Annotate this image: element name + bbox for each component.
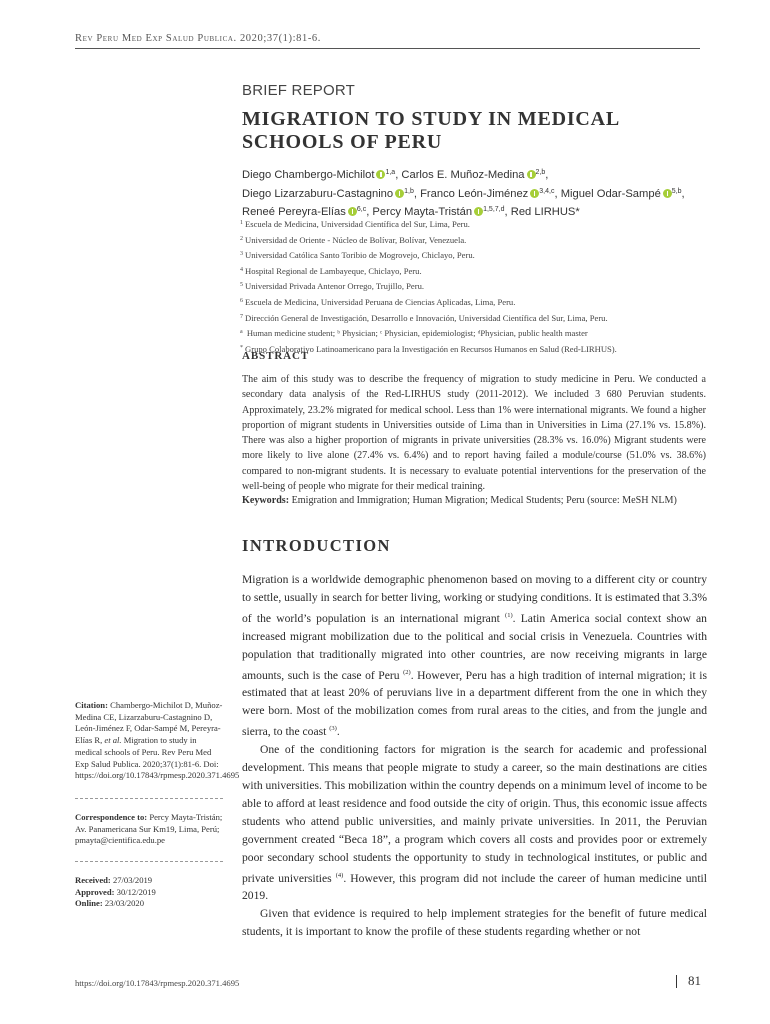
affiliation-item [240, 232, 710, 248]
correspondence-label: Correspondence to: [75, 812, 148, 822]
article-type: BRIEF REPORT [242, 82, 355, 99]
keywords [242, 493, 706, 508]
footer-doi-link[interactable]: https://doi.org/10.17843/rpmesp.2020.371.4695 [75, 978, 240, 988]
author-affiliation-marks: 3,4,c [539, 187, 555, 195]
abstract-heading: ABSTRACT [242, 350, 310, 362]
citation-ref[interactable]: (2) [403, 668, 411, 676]
affiliation-item [240, 216, 710, 232]
author-separator: , [395, 169, 402, 181]
intro-paragraph-3: Given that evidence is required to help implement strategies for the benefit of future medical students, it is important to know the profile of these students regarding whether or not [242, 907, 707, 939]
affiliation-text: Escuela de Medicina, Universidad Científica del Sur, Lima, Peru. [245, 219, 470, 229]
author-name: Red LIRHUS* [510, 206, 580, 219]
running-header: Rev Peru Med Exp Salud Publica. 2020;37(1):81-6. [75, 33, 322, 44]
author-name: Diego Lizarzaburu-Castagnino [242, 187, 394, 200]
received-date: 27/03/2019 [112, 875, 153, 885]
affiliation-text: Hospital Regional de Lambayeque, Chiclayo, Peru. [245, 265, 422, 276]
sidebar-divider [75, 798, 223, 799]
author-affiliation-marks: 2,b [535, 169, 546, 176]
affiliation-item [240, 294, 710, 310]
affiliation-mark: * [240, 344, 243, 351]
intro-paragraph-1: Migration is a worldwide demographic phenomenon based on moving to a different city or country to settle, usually in search for better living, working or studying conditions. It is estimated that 3.3% of the world’s population is an international migrant $^{(1)}$. Latin America social context show an increased migrant mobilization due to the political and social crisis in Venezuela. Countries with population that traditionally migrated into other countries, are now receiving migrants in large amounts, such is the case of Peru $^{(2)}$. However, Peru has a high tradition of internal migration; it is estimated that at least 20% of peruvians live in a department different from the one in which they were born. Most of the mobilization comes from rural areas to the cities, and from the jungle and sierra, to the coast $^{(3)}$. [242, 573, 707, 739]
author-name: Percy Mayta-Tristán [372, 206, 473, 219]
orcid-icon[interactable] [395, 189, 404, 198]
keywords-text: Emigration and Immigration; Human Migration; Medical Students; Peru (source: MeSH NLM) [291, 495, 677, 506]
affiliations [240, 216, 710, 356]
affiliation-text: Universidad Privada Antenor Orrego, Trujillo, Peru. [245, 281, 425, 292]
author-separator: , [366, 206, 373, 219]
orcid-icon[interactable] [530, 189, 539, 198]
affiliation-text: Universidad de Oriente - Núcleo de Bolívar, Bolívar, Venezuela. [245, 234, 467, 245]
intro-paragraph-2: One of the conditioning factors for migration is the search for academic and professional development. This means that people migrate to study a career, so the main destinations are cities with universities. This mobilization within the country depends on a minimum level of income to be able to afford at least residence and food outside the city of origin. Thus, this economic issue affects students who attend public universities, and mainly private universities. In 2011, the Peruvian government created “Beca 18”, a program which covers all costs and provides poor or extremely poor secondary school students the opportunity to study in technological institutes, or public and private universities $^{(4)}$. However, this program did not include the career of human medicine until 2019. [242, 743, 707, 903]
author-affiliation-marks: 1,b [404, 187, 414, 195]
affiliation-mark: 4 [240, 266, 243, 273]
author-name: Miguel Odar-Sampé [560, 187, 661, 200]
affiliation-item [240, 310, 710, 326]
affiliation-item [240, 341, 710, 357]
affiliation-mark: 2 [240, 235, 243, 242]
affiliation-item [240, 278, 710, 294]
sidebar-divider [75, 861, 223, 862]
author-name: Diego Chambergo-Michilot [242, 169, 375, 181]
affiliation-mark: 5 [240, 282, 243, 289]
footer-divider [676, 975, 677, 988]
affiliation-text: Human medicine student; ᵇ Physician; ᶜ Physician, epidemiologist; ᵈPhysician, public health master [244, 328, 588, 339]
orcid-icon[interactable] [376, 170, 385, 179]
author-affiliation-marks: 5,b [671, 187, 682, 195]
affiliation-text: Grupo Colaborativo Latinoamericano para la Investigación en Recursos Humanos en Salud (Red-LIRHUS). [245, 343, 617, 354]
author-affiliation-marks: 1,a [385, 169, 396, 176]
affiliation-item [240, 325, 710, 341]
citation-label: Citation: [75, 700, 108, 710]
author-list [242, 165, 712, 221]
author-name: Franco León-Jiménez [420, 187, 529, 200]
introduction-body [242, 571, 707, 941]
citation-ref[interactable]: (1) [505, 611, 513, 619]
approved-date: 30/12/2019 [116, 886, 156, 897]
orcid-icon[interactable] [474, 207, 483, 216]
correspondence-box: Correspondence to: Percy Mayta-Tristán; Av. Panamericana Sur Km19, Lima, Perú; pmayta@cientifica.edu.pe [75, 812, 223, 846]
affiliation-mark: 1 [240, 220, 243, 226]
dates-box: Received: 27/03/2019 Approved: 30/12/2019 Online: 23/03/2020 [75, 875, 156, 909]
affiliation-mark: 7 [240, 313, 243, 320]
author-affiliation-marks: 6,c [356, 206, 367, 214]
orcid-icon[interactable] [663, 189, 672, 198]
affiliation-item [240, 247, 710, 263]
author-name: Carlos E. Muñoz-Medina [401, 169, 525, 181]
introduction-heading: INTRODUCTION [242, 536, 391, 555]
author-separator: , [681, 187, 685, 200]
keywords-label: Keywords: [242, 495, 290, 506]
affiliation-text: Universidad Católica Santo Toribio de Mogrovejo, Chiclayo, Peru. [245, 250, 475, 261]
citation-box: Citation: Chambergo-Michilot D, Muñoz-Medina CE, Lizarzaburu-Castagnino D, León-Jiménez F, Odar-Sampé M, Pereyra-Elías R, et al. Migration to study in medical schools of Peru. Rev Peru Med Exp Salud Publica. 2020;37(1):81-6. Doi: https://doi.org/10.17843/rpmesp.2020.371.4695 [75, 700, 240, 781]
orcid-icon[interactable] [348, 207, 357, 216]
citation-ref[interactable]: (4) [335, 871, 344, 879]
author-separator: , [413, 187, 421, 200]
author-separator: , [545, 169, 549, 181]
author-affiliation-marks: 1,5,7,d [483, 206, 505, 214]
article-title: MIGRATION TO STUDY IN MEDICAL SCHOOLS OF PERU [242, 108, 619, 153]
abstract-body: The aim of this study was to describe the frequency of migration to study medicine in Peru. We conducted a secondary data analysis of the Red-LIRHUS study (2011-2012). We included 3 680 Peruvian students. Approximately, 23.2% migrated for medical school. Less than 1% were international migrants. We found a higher proportion of migrant students in Universities outside of Lima than in Universities in Lima (27.1% vs. 15.8%). There was also a higher proportion of migrants in private universities (28.3% vs. 16.0%) Migrant students were more likely to live alone (27.4% vs. 6.4%) and to report having failed a module/course (51.0% vs. 38.6%) compared to non-migrant students. It is necessary to evaluate potential interventions for the preservation of the well-being of people who migrate for their medical training. [242, 374, 706, 493]
author-name: Reneé Pereyra-Elías [242, 206, 346, 219]
citation-ref[interactable]: (3) [329, 725, 337, 733]
affiliation-text: Escuela de Medicina, Universidad Peruana de Ciencias Aplicadas, Lima, Peru. [245, 296, 516, 307]
affiliation-mark: 6 [240, 297, 243, 304]
orcid-icon[interactable] [527, 170, 536, 179]
page-number: 81 [688, 973, 701, 988]
header-rule [75, 48, 700, 49]
affiliation-mark: 3 [240, 251, 243, 258]
author-separator: , [504, 206, 511, 219]
affiliation-text: Dirección General de Investigación, Desarrollo e Innovación, Universidad Científica del Sur, Lima, Peru. [245, 312, 608, 323]
affiliation-mark: a [240, 329, 243, 336]
author-separator: , [554, 187, 561, 200]
online-date: 23/03/2020 [104, 898, 145, 909]
affiliation-item [240, 263, 710, 279]
